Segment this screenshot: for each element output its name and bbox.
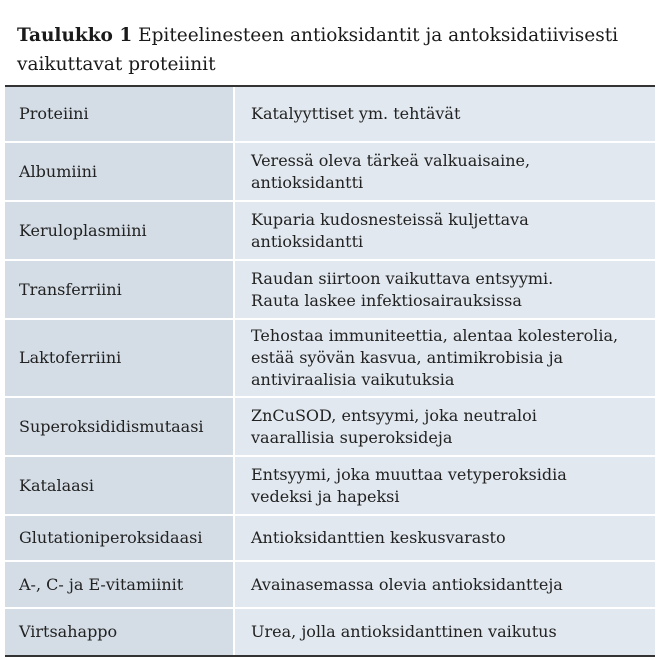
function-cell: ZnCuSOD, entsyymi, joka neutraloi vaarallisia superoksideja [235, 398, 655, 455]
function-cell: Tehostaa immuniteettia, alentaa kolesterolia, estää syövän kasvua, antimikrobisia ja antiviraalisia vaikutuksia [235, 320, 655, 396]
protein-cell: Keruloplasmiini [5, 202, 235, 259]
function-cell: Raudan siirtoon vaikuttava entsyymi. Rauta laskee infektiosairauksissa [235, 261, 655, 318]
table-figure [5, 5, 655, 655]
function-cell: Entsyymi, joka muuttaa vetyperoksidia vedeksi ja hapeksi [235, 457, 655, 514]
protein-cell: Katalaasi [5, 457, 235, 514]
function-cell: Kuparia kudosnesteissä kuljettava antioksidantti [235, 202, 655, 259]
function-cell: Urea, jolla antioksidanttinen vaikutus [235, 609, 655, 655]
data-table [5, 87, 655, 657]
header-cell-function: Katalyyttiset ym. tehtävät [235, 87, 655, 141]
table-row [5, 516, 655, 562]
protein-cell: Transferriini [5, 261, 235, 318]
protein-cell: Virtsahappo [5, 609, 235, 655]
function-cell: Antioksidanttien keskusvarasto [235, 516, 655, 560]
protein-cell: A-, C- ja E-vitamiinit [5, 562, 235, 607]
caption-label: Taulukko 1 [17, 25, 133, 46]
protein-cell: Laktoferriini [5, 320, 235, 396]
table-row [5, 261, 655, 320]
function-cell: Avainasemassa olevia antioksidantteja [235, 562, 655, 607]
table-caption [5, 5, 655, 87]
function-cell: Veressä oleva tärkeä valkuaisaine, antioksidantti [235, 143, 655, 200]
table-row [5, 457, 655, 516]
table-row [5, 202, 655, 261]
table-row [5, 609, 655, 657]
header-cell-protein: Proteiini [5, 87, 235, 141]
table-row [5, 562, 655, 609]
table-header-row [5, 87, 655, 143]
protein-cell: Albumiini [5, 143, 235, 200]
table-row [5, 320, 655, 398]
protein-cell: Glutationiperoksidaasi [5, 516, 235, 560]
table-row [5, 398, 655, 457]
table-row [5, 143, 655, 202]
caption-text: Epiteelinesteen antioksidantit ja antoksidatiivisesti vaikuttavat proteiinit [17, 25, 619, 75]
protein-cell: Superoksididismutaasi [5, 398, 235, 455]
